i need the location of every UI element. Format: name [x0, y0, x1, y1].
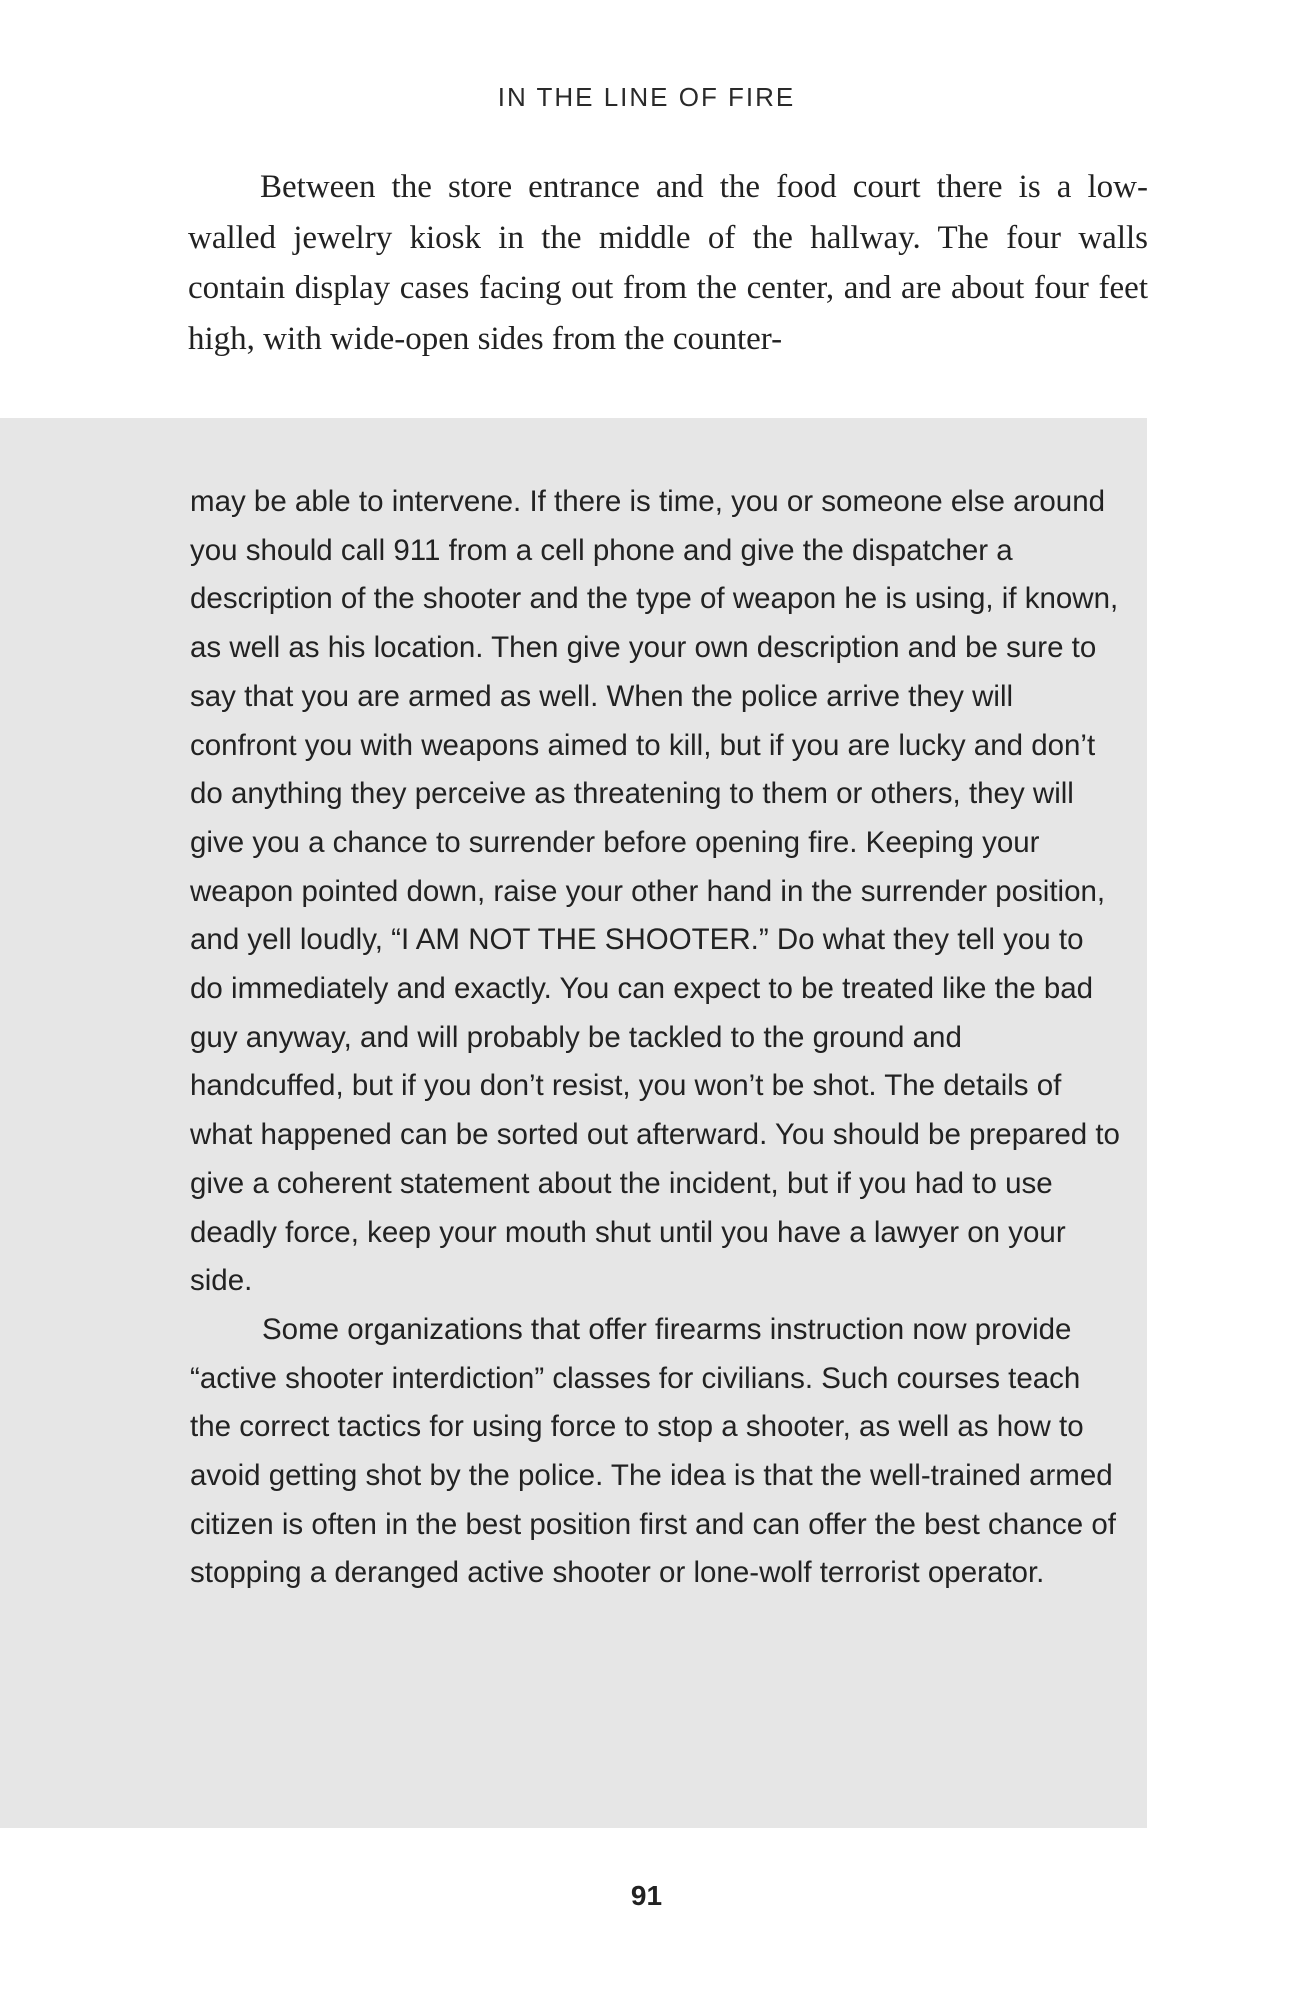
running-head: IN THE LINE OF FIRE — [497, 82, 796, 112]
sidebar-paragraph-1: may be able to intervene. If there is time, you or someone else around you should call 911 from a cell phone and give the dispatcher a description of the shooter and the type of weapon he is using, if known, as well as his location. Then give your own description and be sure to say that you are armed as well. When the police arrive they will confront you with weapons aimed to kill, but if you are lucky and don’t do anything they perceive as threatening to them or others, they will give you a chance to surrender before opening fire. Keeping your weapon pointed down, raise your other hand in the surrender position, and yell loudly, “I AM NOT THE SHOOTER.” Do what they tell you to do immediately and exactly. You can expect to be treated like the bad guy anyway, and will probably be tackled to the ground and handcuffed, but if you don’t resist, you won’t be shot. The details of what happened can be sorted out afterward. You should be prepared to give a coherent statement about the incident, but if you had to use deadly force, keep your mouth shut until you have a lawyer on your side. — [190, 485, 1120, 1298]
sidebar-text — [190, 478, 1120, 1598]
page-number: 91 — [630, 1880, 663, 1911]
sidebar-paragraph-2: Some organizations that offer firearms instruction now provide “active shooter interdiction” classes for civilians. Such courses teach the correct tactics for using force to stop a shooter, as well as how to avoid getting shot by the police. The idea is that the well-trained armed citizen is often in the best position first and can offer the best chance of stopping a deranged active shooter or lone-wolf terrorist operator. — [190, 1312, 1116, 1590]
main-text — [188, 162, 1148, 364]
intro-paragraph: Between the store entrance and the food court there is a low-walled jewelry kiosk in the middle of the hallway. The four walls contain display cases facing out from the center, and are about four feet high, with wide-open sides from the counter- — [188, 169, 1148, 357]
